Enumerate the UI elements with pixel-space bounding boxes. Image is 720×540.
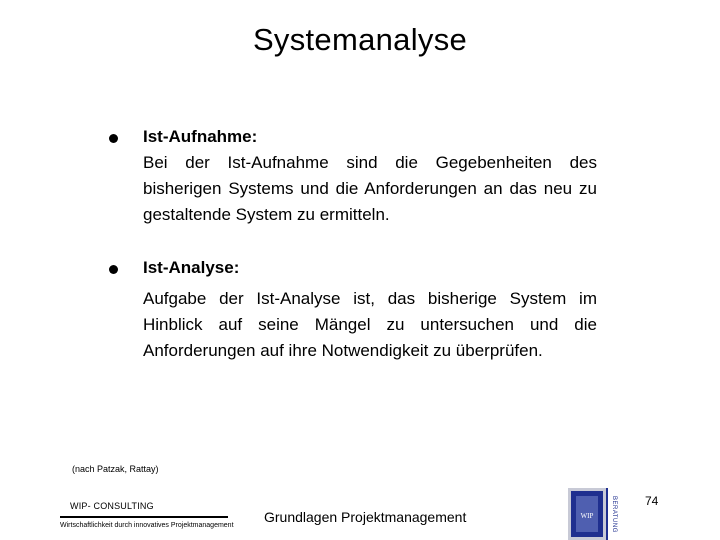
course-title: Grundlagen Projektmanagement [264, 509, 467, 525]
bullet-icon [109, 265, 118, 274]
footer-divider [60, 516, 228, 518]
company-tagline: Wirtschaftlichkeit durch innovatives Projektmanagement [60, 522, 234, 529]
logo-text: WIP [580, 512, 594, 520]
logo-letters: BERATUNG [611, 496, 617, 533]
source-note: (nach Patzak, Rattay) [72, 464, 159, 474]
company-name: WIP- CONSULTING [70, 501, 154, 511]
slide-title: Systemanalyse [252, 22, 468, 57]
page-number: 74 [645, 494, 659, 508]
bullet-text: Aufgabe der Ist-Analyse ist, das bisherige System im Hinblick auf seine Mängel zu untersuchen und die Anforderungen auf ihre Notwendigkeit zu überprüfen. [143, 289, 597, 360]
wip-logo-icon [568, 488, 638, 540]
bullet-text: Bei der Ist-Aufnahme sind die Gegebenheiten des bisherigen Systems und die Anforderungen an das neu zu gestaltende System zu ermitteln. [143, 153, 597, 224]
bullet-icon [109, 134, 118, 143]
bullet-heading: Ist-Analyse: [143, 258, 240, 277]
bullet-heading: Ist-Aufnahme: [143, 127, 258, 146]
